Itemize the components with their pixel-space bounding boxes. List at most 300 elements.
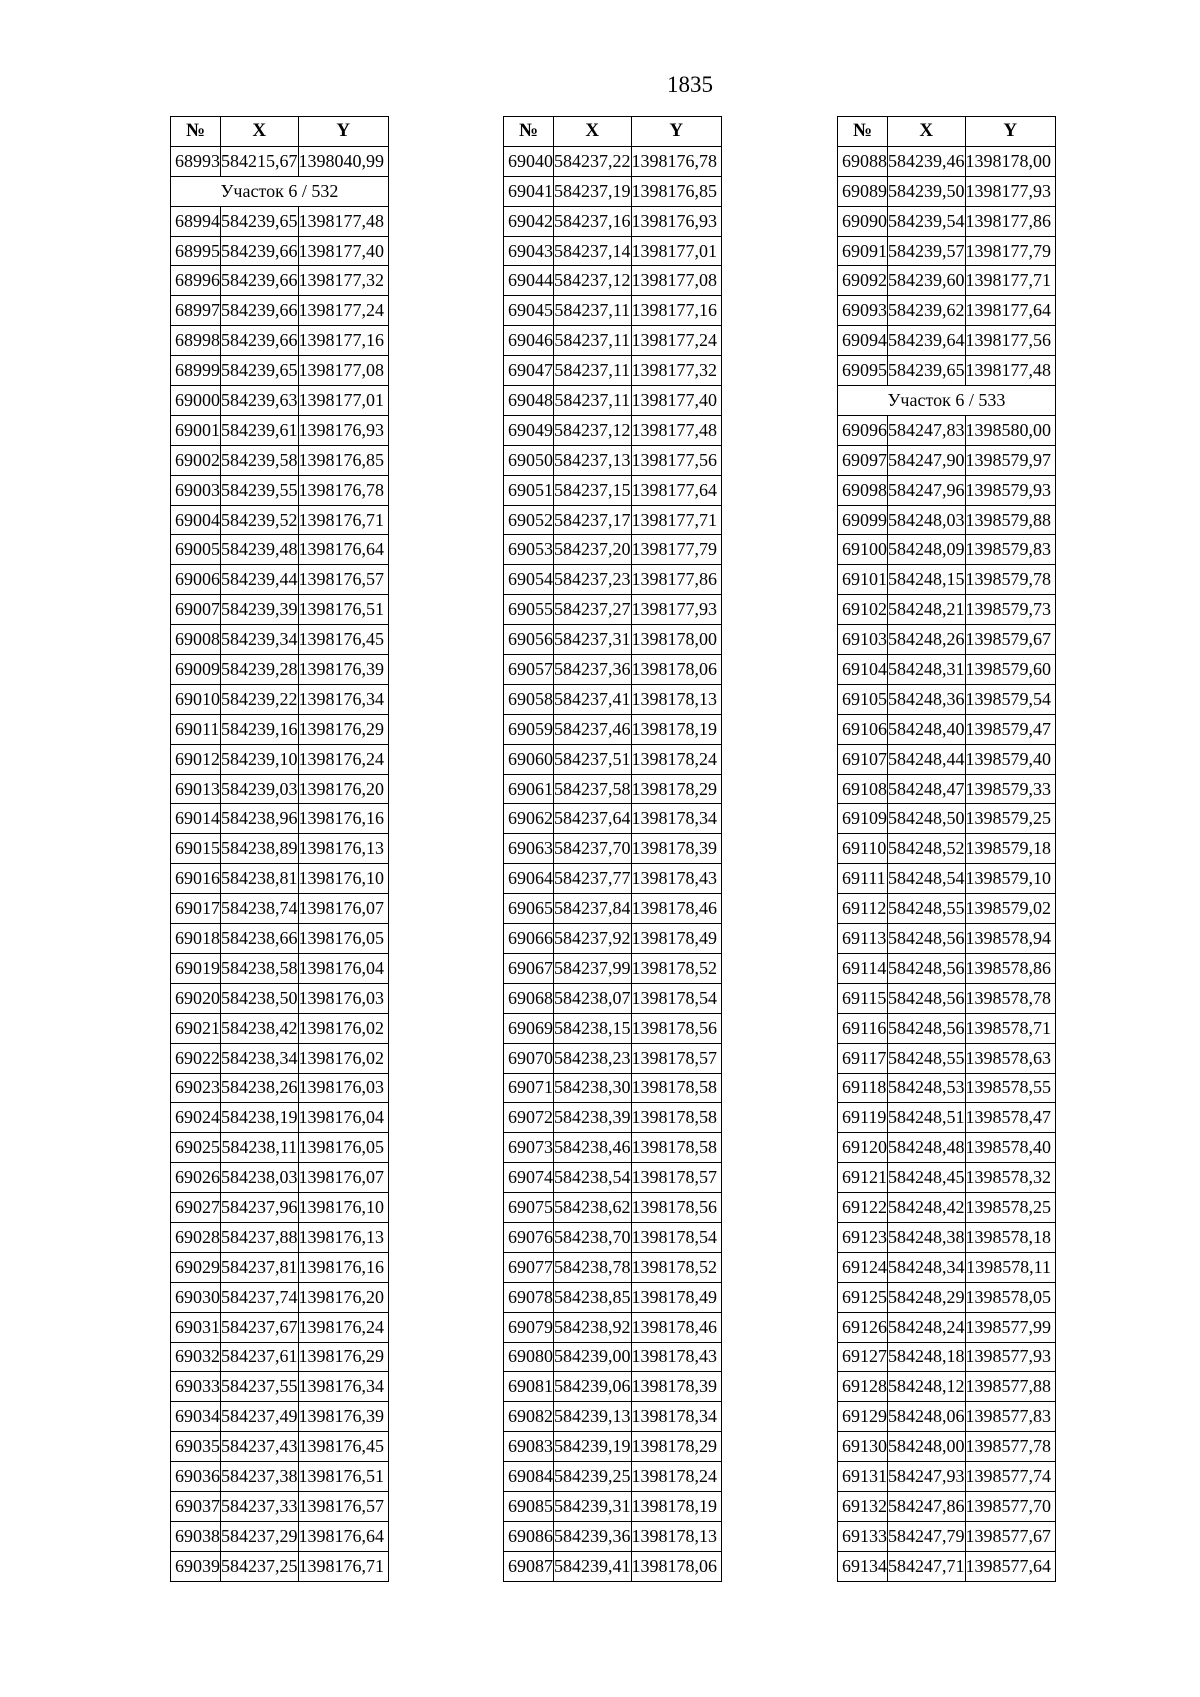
header-x: X xyxy=(888,117,966,147)
x-coordinate: 584238,81 xyxy=(221,864,299,894)
y-coordinate: 1398178,00 xyxy=(965,146,1056,176)
table-row xyxy=(838,1043,1056,1073)
point-number: 69013 xyxy=(171,774,221,804)
y-coordinate: 1398178,46 xyxy=(631,1312,722,1342)
point-number: 69024 xyxy=(171,1103,221,1133)
y-coordinate: 1398579,40 xyxy=(965,744,1056,774)
x-coordinate: 584248,45 xyxy=(888,1163,966,1193)
point-number: 69121 xyxy=(838,1163,888,1193)
y-coordinate: 1398577,99 xyxy=(965,1312,1056,1342)
x-coordinate: 584248,56 xyxy=(888,924,966,954)
y-coordinate: 1398176,39 xyxy=(298,1402,389,1432)
table-row xyxy=(504,1193,722,1223)
point-number: 69114 xyxy=(838,953,888,983)
x-coordinate: 584237,20 xyxy=(554,535,632,565)
point-number: 69059 xyxy=(504,714,554,744)
table-row xyxy=(171,1342,389,1372)
table-row xyxy=(838,924,1056,954)
y-coordinate: 1398178,00 xyxy=(631,625,722,655)
table-row xyxy=(504,924,722,954)
table-row xyxy=(171,1103,389,1133)
x-coordinate: 584237,22 xyxy=(554,146,632,176)
y-coordinate: 1398579,02 xyxy=(965,894,1056,924)
point-number: 69064 xyxy=(504,864,554,894)
point-number: 69129 xyxy=(838,1402,888,1432)
point-number: 69070 xyxy=(504,1043,554,1073)
y-coordinate: 1398178,24 xyxy=(631,1462,722,1492)
table-row xyxy=(838,266,1056,296)
x-coordinate: 584237,88 xyxy=(221,1222,299,1252)
x-coordinate: 584239,50 xyxy=(888,176,966,206)
point-number: 69021 xyxy=(171,1013,221,1043)
table-row xyxy=(171,415,389,445)
y-coordinate: 1398176,03 xyxy=(298,1073,389,1103)
header-x: X xyxy=(221,117,299,147)
y-coordinate: 1398577,83 xyxy=(965,1402,1056,1432)
y-coordinate: 1398176,78 xyxy=(298,475,389,505)
y-coordinate: 1398176,13 xyxy=(298,834,389,864)
point-number: 69103 xyxy=(838,625,888,655)
table-row xyxy=(504,535,722,565)
table-row xyxy=(504,326,722,356)
y-coordinate: 1398177,16 xyxy=(631,296,722,326)
point-number: 69089 xyxy=(838,176,888,206)
y-coordinate: 1398178,43 xyxy=(631,864,722,894)
y-coordinate: 1398579,33 xyxy=(965,774,1056,804)
table-row xyxy=(838,1462,1056,1492)
y-coordinate: 1398578,71 xyxy=(965,1013,1056,1043)
table-row xyxy=(171,266,389,296)
point-number: 69017 xyxy=(171,894,221,924)
x-coordinate: 584248,24 xyxy=(888,1312,966,1342)
x-coordinate: 584248,18 xyxy=(888,1342,966,1372)
x-coordinate: 584248,40 xyxy=(888,714,966,744)
y-coordinate: 1398177,71 xyxy=(965,266,1056,296)
point-number: 69031 xyxy=(171,1312,221,1342)
x-coordinate: 584239,13 xyxy=(554,1402,632,1432)
y-coordinate: 1398178,49 xyxy=(631,924,722,954)
y-coordinate: 1398177,48 xyxy=(298,206,389,236)
x-coordinate: 584238,78 xyxy=(554,1252,632,1282)
x-coordinate: 584237,12 xyxy=(554,266,632,296)
x-coordinate: 584247,96 xyxy=(888,475,966,505)
point-number: 69084 xyxy=(504,1462,554,1492)
x-coordinate: 584237,14 xyxy=(554,236,632,266)
table-header-row xyxy=(838,117,1056,147)
x-coordinate: 584238,96 xyxy=(221,804,299,834)
y-coordinate: 1398177,08 xyxy=(298,356,389,386)
y-coordinate: 1398176,16 xyxy=(298,1252,389,1282)
x-coordinate: 584239,65 xyxy=(221,356,299,386)
point-number: 69087 xyxy=(504,1551,554,1581)
x-coordinate: 584237,49 xyxy=(221,1402,299,1432)
point-number: 69072 xyxy=(504,1103,554,1133)
point-number: 69051 xyxy=(504,475,554,505)
y-coordinate: 1398178,39 xyxy=(631,834,722,864)
x-coordinate: 584248,50 xyxy=(888,804,966,834)
table-row xyxy=(171,1282,389,1312)
y-coordinate: 1398177,32 xyxy=(631,356,722,386)
table-row xyxy=(171,1312,389,1342)
table-row xyxy=(171,1073,389,1103)
x-coordinate: 584248,48 xyxy=(888,1133,966,1163)
point-number: 69015 xyxy=(171,834,221,864)
point-number: 69048 xyxy=(504,386,554,416)
table-row xyxy=(838,834,1056,864)
x-coordinate: 584237,74 xyxy=(221,1282,299,1312)
table-row xyxy=(838,1402,1056,1432)
table-row xyxy=(504,266,722,296)
x-coordinate: 584247,79 xyxy=(888,1521,966,1551)
y-coordinate: 1398178,24 xyxy=(631,744,722,774)
y-coordinate: 1398177,16 xyxy=(298,326,389,356)
x-coordinate: 584238,15 xyxy=(554,1013,632,1043)
table-row xyxy=(171,146,389,176)
x-coordinate: 584237,15 xyxy=(554,475,632,505)
table-row xyxy=(504,595,722,625)
y-coordinate: 1398177,56 xyxy=(965,326,1056,356)
table-row xyxy=(838,655,1056,685)
table-row xyxy=(171,655,389,685)
table-row xyxy=(504,1133,722,1163)
y-coordinate: 1398177,79 xyxy=(631,535,722,565)
point-number: 69060 xyxy=(504,744,554,774)
y-coordinate: 1398176,71 xyxy=(298,1551,389,1581)
table-row xyxy=(171,804,389,834)
point-number: 69009 xyxy=(171,655,221,685)
header-x: X xyxy=(554,117,632,147)
x-coordinate: 584239,03 xyxy=(221,774,299,804)
point-number: 69123 xyxy=(838,1222,888,1252)
y-coordinate: 1398176,78 xyxy=(631,146,722,176)
table-row xyxy=(838,505,1056,535)
point-number: 69091 xyxy=(838,236,888,266)
point-number: 69046 xyxy=(504,326,554,356)
x-coordinate: 584248,15 xyxy=(888,565,966,595)
y-coordinate: 1398177,24 xyxy=(298,296,389,326)
table-row xyxy=(838,804,1056,834)
point-number: 69069 xyxy=(504,1013,554,1043)
table-row xyxy=(838,176,1056,206)
table-row xyxy=(838,236,1056,266)
table-row xyxy=(171,236,389,266)
x-coordinate: 584238,54 xyxy=(554,1163,632,1193)
table-row xyxy=(504,1312,722,1342)
table-row xyxy=(838,744,1056,774)
table-row xyxy=(838,326,1056,356)
y-coordinate: 1398178,34 xyxy=(631,804,722,834)
point-number: 69093 xyxy=(838,296,888,326)
point-number: 69007 xyxy=(171,595,221,625)
table-row xyxy=(504,565,722,595)
point-number: 68994 xyxy=(171,206,221,236)
point-number: 69100 xyxy=(838,535,888,565)
point-number: 69023 xyxy=(171,1073,221,1103)
x-coordinate: 584238,03 xyxy=(221,1163,299,1193)
x-coordinate: 584238,39 xyxy=(554,1103,632,1133)
x-coordinate: 584239,46 xyxy=(888,146,966,176)
x-coordinate: 584239,48 xyxy=(221,535,299,565)
y-coordinate: 1398579,18 xyxy=(965,834,1056,864)
x-coordinate: 584238,11 xyxy=(221,1133,299,1163)
y-coordinate: 1398176,20 xyxy=(298,774,389,804)
x-coordinate: 584239,36 xyxy=(554,1521,632,1551)
y-coordinate: 1398176,34 xyxy=(298,684,389,714)
point-number: 69006 xyxy=(171,565,221,595)
table-row xyxy=(504,386,722,416)
x-coordinate: 584238,85 xyxy=(554,1282,632,1312)
point-number: 69112 xyxy=(838,894,888,924)
y-coordinate: 1398580,00 xyxy=(965,415,1056,445)
table-row xyxy=(838,1491,1056,1521)
x-coordinate: 584239,44 xyxy=(221,565,299,595)
point-number: 69000 xyxy=(171,386,221,416)
table-row xyxy=(504,714,722,744)
y-coordinate: 1398176,04 xyxy=(298,1103,389,1133)
table-row xyxy=(504,176,722,206)
table-row xyxy=(171,1133,389,1163)
y-coordinate: 1398578,32 xyxy=(965,1163,1056,1193)
y-coordinate: 1398178,19 xyxy=(631,714,722,744)
table-row xyxy=(838,684,1056,714)
x-coordinate: 584237,11 xyxy=(554,296,632,326)
table-row xyxy=(171,953,389,983)
y-coordinate: 1398177,32 xyxy=(298,266,389,296)
y-coordinate: 1398176,16 xyxy=(298,804,389,834)
y-coordinate: 1398178,13 xyxy=(631,1521,722,1551)
y-coordinate: 1398177,93 xyxy=(631,595,722,625)
y-coordinate: 1398177,24 xyxy=(631,326,722,356)
table-row xyxy=(504,1222,722,1252)
point-number: 69075 xyxy=(504,1193,554,1223)
point-number: 69113 xyxy=(838,924,888,954)
y-coordinate: 1398177,56 xyxy=(631,445,722,475)
y-coordinate: 1398178,46 xyxy=(631,894,722,924)
x-coordinate: 584248,26 xyxy=(888,625,966,655)
table-row xyxy=(838,714,1056,744)
point-number: 69094 xyxy=(838,326,888,356)
x-coordinate: 584239,65 xyxy=(221,206,299,236)
point-number: 69068 xyxy=(504,983,554,1013)
table-row xyxy=(838,1013,1056,1043)
point-number: 69022 xyxy=(171,1043,221,1073)
point-number: 69001 xyxy=(171,415,221,445)
x-coordinate: 584237,11 xyxy=(554,386,632,416)
x-coordinate: 584238,07 xyxy=(554,983,632,1013)
x-coordinate: 584239,19 xyxy=(554,1432,632,1462)
y-coordinate: 1398176,51 xyxy=(298,595,389,625)
table-row xyxy=(838,1282,1056,1312)
y-coordinate: 1398177,40 xyxy=(298,236,389,266)
point-number: 69076 xyxy=(504,1222,554,1252)
y-coordinate: 1398176,02 xyxy=(298,1013,389,1043)
table-row xyxy=(838,535,1056,565)
x-coordinate: 584239,16 xyxy=(221,714,299,744)
table-row xyxy=(504,804,722,834)
table-row xyxy=(504,1402,722,1432)
x-coordinate: 584237,99 xyxy=(554,953,632,983)
table-row xyxy=(504,1551,722,1581)
y-coordinate: 1398176,07 xyxy=(298,1163,389,1193)
point-number: 69074 xyxy=(504,1163,554,1193)
y-coordinate: 1398177,40 xyxy=(631,386,722,416)
table-row xyxy=(171,684,389,714)
point-number: 69090 xyxy=(838,206,888,236)
point-number: 69127 xyxy=(838,1342,888,1372)
y-coordinate: 1398578,18 xyxy=(965,1222,1056,1252)
y-coordinate: 1398176,24 xyxy=(298,744,389,774)
table-row xyxy=(504,983,722,1013)
y-coordinate: 1398178,29 xyxy=(631,774,722,804)
table-row xyxy=(838,894,1056,924)
point-number: 69014 xyxy=(171,804,221,834)
point-number: 69125 xyxy=(838,1282,888,1312)
x-coordinate: 584239,06 xyxy=(554,1372,632,1402)
header-num: № xyxy=(838,117,888,147)
y-coordinate: 1398178,29 xyxy=(631,1432,722,1462)
table-row xyxy=(838,1312,1056,1342)
point-number: 69018 xyxy=(171,924,221,954)
table-row xyxy=(838,1103,1056,1133)
y-coordinate: 1398579,10 xyxy=(965,864,1056,894)
point-number: 69118 xyxy=(838,1073,888,1103)
x-coordinate: 584248,56 xyxy=(888,983,966,1013)
y-coordinate: 1398177,08 xyxy=(631,266,722,296)
x-coordinate: 584237,70 xyxy=(554,834,632,864)
y-coordinate: 1398579,67 xyxy=(965,625,1056,655)
point-number: 69054 xyxy=(504,565,554,595)
table-row xyxy=(171,505,389,535)
x-coordinate: 584239,55 xyxy=(221,475,299,505)
x-coordinate: 584238,89 xyxy=(221,834,299,864)
table-row xyxy=(504,1043,722,1073)
x-coordinate: 584238,62 xyxy=(554,1193,632,1223)
x-coordinate: 584248,51 xyxy=(888,1103,966,1133)
table-row xyxy=(171,206,389,236)
x-coordinate: 584248,29 xyxy=(888,1282,966,1312)
x-coordinate: 584239,52 xyxy=(221,505,299,535)
point-number: 69101 xyxy=(838,565,888,595)
table-row xyxy=(504,953,722,983)
table-row xyxy=(504,146,722,176)
y-coordinate: 1398177,64 xyxy=(631,475,722,505)
point-number: 69035 xyxy=(171,1432,221,1462)
y-coordinate: 1398178,06 xyxy=(631,655,722,685)
coordinate-table-3 xyxy=(837,116,1056,1582)
x-coordinate: 584238,19 xyxy=(221,1103,299,1133)
table-row xyxy=(504,864,722,894)
y-coordinate: 1398178,58 xyxy=(631,1133,722,1163)
table-row xyxy=(504,1073,722,1103)
table-row xyxy=(504,1013,722,1043)
point-number: 69107 xyxy=(838,744,888,774)
y-coordinate: 1398579,83 xyxy=(965,535,1056,565)
point-number: 69032 xyxy=(171,1342,221,1372)
table-row xyxy=(838,146,1056,176)
x-coordinate: 584237,67 xyxy=(221,1312,299,1342)
point-number: 69106 xyxy=(838,714,888,744)
table-row xyxy=(838,625,1056,655)
table-row xyxy=(504,356,722,386)
table-row xyxy=(504,445,722,475)
point-number: 69102 xyxy=(838,595,888,625)
x-coordinate: 584248,38 xyxy=(888,1222,966,1252)
x-coordinate: 584239,39 xyxy=(221,595,299,625)
header-y: Y xyxy=(631,117,722,147)
point-number: 69131 xyxy=(838,1462,888,1492)
table-row xyxy=(838,296,1056,326)
point-number: 68999 xyxy=(171,356,221,386)
y-coordinate: 1398577,93 xyxy=(965,1342,1056,1372)
y-coordinate: 1398176,10 xyxy=(298,864,389,894)
x-coordinate: 584238,30 xyxy=(554,1073,632,1103)
table-row xyxy=(171,1013,389,1043)
y-coordinate: 1398177,86 xyxy=(631,565,722,595)
y-coordinate: 1398577,70 xyxy=(965,1491,1056,1521)
point-number: 69120 xyxy=(838,1133,888,1163)
table-row xyxy=(504,296,722,326)
table-row xyxy=(838,1193,1056,1223)
table-row xyxy=(504,894,722,924)
x-coordinate: 584239,66 xyxy=(221,266,299,296)
table-row xyxy=(171,983,389,1013)
x-coordinate: 584237,96 xyxy=(221,1193,299,1223)
table-row xyxy=(504,1103,722,1133)
table-row xyxy=(504,505,722,535)
y-coordinate: 1398178,34 xyxy=(631,1402,722,1432)
x-coordinate: 584239,31 xyxy=(554,1491,632,1521)
table-row xyxy=(171,565,389,595)
point-number: 69045 xyxy=(504,296,554,326)
table-row xyxy=(838,1521,1056,1551)
y-coordinate: 1398579,78 xyxy=(965,565,1056,595)
point-number: 69005 xyxy=(171,535,221,565)
x-coordinate: 584238,74 xyxy=(221,894,299,924)
y-coordinate: 1398178,49 xyxy=(631,1282,722,1312)
x-coordinate: 584248,44 xyxy=(888,744,966,774)
y-coordinate: 1398176,93 xyxy=(631,206,722,236)
table-row xyxy=(171,1462,389,1492)
y-coordinate: 1398578,94 xyxy=(965,924,1056,954)
x-coordinate: 584237,51 xyxy=(554,744,632,774)
y-coordinate: 1398579,73 xyxy=(965,595,1056,625)
table-row xyxy=(838,1073,1056,1103)
y-coordinate: 1398176,64 xyxy=(298,535,389,565)
x-coordinate: 584239,54 xyxy=(888,206,966,236)
point-number: 69055 xyxy=(504,595,554,625)
x-coordinate: 584239,10 xyxy=(221,744,299,774)
table-row xyxy=(171,744,389,774)
point-number: 69026 xyxy=(171,1163,221,1193)
y-coordinate: 1398176,29 xyxy=(298,1342,389,1372)
table-row xyxy=(171,834,389,864)
table-row xyxy=(838,774,1056,804)
page-number: 1835 xyxy=(667,72,713,97)
table-row xyxy=(171,445,389,475)
y-coordinate: 1398040,99 xyxy=(298,146,389,176)
y-coordinate: 1398178,13 xyxy=(631,684,722,714)
y-coordinate: 1398176,64 xyxy=(298,1521,389,1551)
table-row xyxy=(171,595,389,625)
point-number: 69036 xyxy=(171,1462,221,1492)
table-row xyxy=(838,1372,1056,1402)
y-coordinate: 1398579,47 xyxy=(965,714,1056,744)
x-coordinate: 584248,06 xyxy=(888,1402,966,1432)
x-coordinate: 584239,65 xyxy=(888,356,966,386)
table-row xyxy=(504,1491,722,1521)
x-coordinate: 584248,42 xyxy=(888,1193,966,1223)
x-coordinate: 584239,62 xyxy=(888,296,966,326)
